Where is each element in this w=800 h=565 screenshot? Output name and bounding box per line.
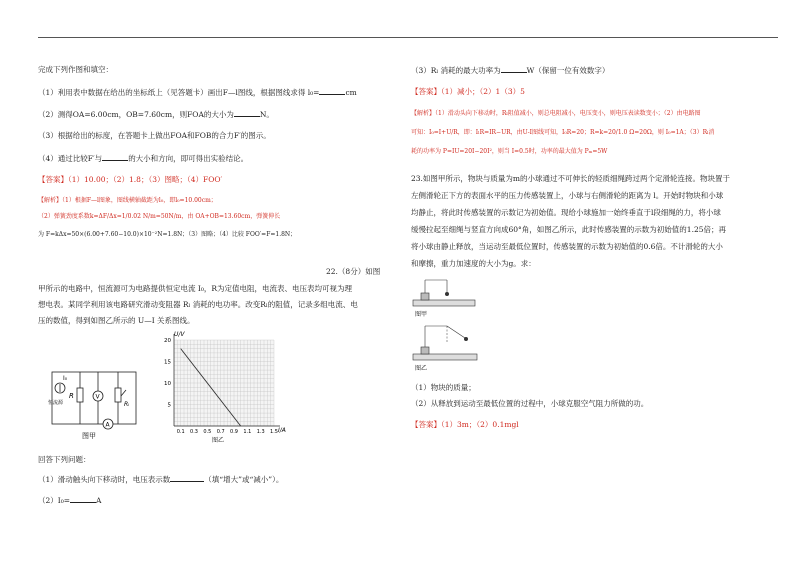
analysis-22-line3: 耗的功率为 P=IU=20I−20I²，则当 I=0.5时，功率的最大值为 Pₘ=5W — [411, 148, 608, 155]
q23-line1: 23.如图甲所示，物块与质量为m的小球通过不可伸长的轻质细绳跨过两个定滑轮连接。物块置于 — [411, 174, 731, 183]
sub1-text: （1）滑动触头向下移动时，电压表示数 — [38, 475, 171, 484]
q23-sub2: （2）从释放到运动至最低位置的过程中，小球克服空气阻力所做的功。 — [411, 399, 649, 408]
q22-line3: 压的数值，得到如图乙所示的 U—I 关系图线。 — [38, 316, 195, 325]
circuit-diagram — [46, 360, 142, 440]
q22-heading: 22.（8分）如图 — [326, 267, 381, 276]
v-label: V — [95, 393, 100, 401]
q22-line2: 想电表。某同学利用该电路研究滑动变阻器 Rₗ 消耗的电功率。改变Rₗ的阻值，记录多组电流、电 — [38, 300, 358, 309]
x-tick-label: 0.5 — [203, 429, 212, 435]
a-label: A — [105, 421, 110, 429]
base-platform-b — [413, 354, 477, 360]
q1-answer-blank[interactable] — [319, 86, 345, 95]
q23-line6: 和摩擦，重力加速度的大小为g。求： — [411, 259, 536, 268]
q23-line3: 均静止，将此时传感装置的示数记为初始值。现给小球施加一始终垂直于l段细绳的力，将小球 — [411, 208, 721, 217]
answer-21: 【答案】（1）10.00；（2）1.8；（3）图略；（4）FOO′ — [38, 175, 223, 184]
slider-arrow — [121, 390, 126, 396]
source-label: I₀ — [63, 375, 68, 382]
sub1-answer-blank[interactable] — [170, 473, 204, 482]
figure-b-caption: 图乙 — [415, 365, 428, 372]
q4-answer-blank[interactable] — [102, 152, 128, 161]
circuit-caption: 图甲 — [82, 432, 96, 440]
analysis-21-line2: （2）弹簧劲度系数k=ΔF/Δx=1/0.02 N/m=50N/m，由 OA+OB=13.60cm，弹簧伸长 — [38, 213, 281, 220]
sub1-tail: （填“增大”或“减小”）。 — [204, 475, 284, 484]
ball-b-icon — [464, 337, 468, 341]
analysis-21-line1: 【解析】（1）根据F—l图象，图线横轴截距为l₀，即l₀=10.00cm； — [38, 197, 217, 204]
y-tick-label: 10 — [164, 381, 171, 387]
answer-questions-heading: 回答下列问题： — [38, 455, 91, 464]
x-tick-label: 0.9 — [230, 429, 238, 435]
figure-b-pulley — [411, 322, 501, 376]
q22-sub3-blank[interactable] — [501, 64, 527, 73]
x-tick-label: 0.7 — [216, 429, 225, 435]
y-tick-label: 5 — [167, 402, 171, 409]
q2-text: （2）测得OA=6.00cm，OB=7.60cm，则FOA的大小为 — [38, 110, 234, 119]
x-tick-label: 1.1 — [243, 429, 252, 435]
rope-b-angled — [447, 326, 465, 338]
rl-label: Rₗ — [124, 401, 130, 408]
u-i-graph — [152, 328, 292, 444]
sub-question-1 — [38, 473, 283, 485]
q1-text: （1）利用表中数据在给出的坐标纸上（见答题卡）画出F—l图线，根据图线求得 l₀= — [38, 88, 320, 97]
source-name: 恒流源 — [48, 400, 64, 406]
block-icon — [421, 293, 429, 300]
x-tick-label: 0.3 — [190, 429, 198, 435]
rheostat-rl-icon — [115, 388, 121, 402]
analysis-22-line1: 【解析】（1）滑动头向下移动时，Rₗ阻值减小，则总电阻减小，电压变小，则电压表读数变小；（2）由电路图 — [411, 110, 701, 117]
q4-text: （4）通过比较F′与 — [38, 154, 103, 163]
q23-line5: 将小球由静止释放，当运动至最低位置时，传感装置的示数为初始值的0.6倍。不计滑轮的大小 — [411, 242, 723, 251]
q22-line1: 甲所示的电路中，恒流源可为电路提供恒定电流 I₀，R为定值电阻，电流表、电压表均可视为理 — [38, 284, 352, 293]
r-label: R — [69, 392, 74, 400]
q1-unit: cm — [345, 88, 357, 97]
question-1 — [38, 86, 357, 98]
y-tick-label: 20 — [164, 338, 171, 344]
x-axis-label: I/A — [278, 427, 286, 434]
q2-unit: N。 — [259, 110, 274, 119]
answer-22: 【答案】（1）减小；（2）1（3）5 — [411, 87, 525, 96]
q22-sub3-text: （3）Rₗ 消耗的最大功率为 — [411, 66, 501, 75]
sub-question-2 — [38, 494, 101, 506]
q23-line2: 左侧滑轮正下方的表面水平的压力传感装置上，小球与右侧滑轮的距离为 l。开始时物块和小球 — [411, 191, 724, 200]
q22-sub3-tail: W（保留一位有效数字） — [526, 66, 610, 75]
figure-a-pulley — [411, 276, 481, 320]
question-2 — [38, 108, 274, 120]
y-tick-label: 15 — [164, 359, 171, 366]
intro-text: 完成下列作图和填空： — [38, 65, 113, 74]
y-axis-label: U/V — [174, 331, 185, 338]
x-tick-label: 0.1 — [176, 429, 185, 435]
q23-line4: 缓慢拉起至细绳与竖直方向成60°角，如图乙所示，此时传感装置的示数为初始值的1.25倍；再 — [411, 225, 726, 234]
analysis-21-line3: 为 F=kΔx=50×(6.00+7.60−10.0)×10⁻²N=1.8N；（3）图略；（4）比较 FOO′=F=1.8N； — [38, 231, 297, 238]
sub2-text: （2）I₀= — [38, 496, 71, 505]
header-rule — [38, 37, 778, 38]
figure-a-caption: 图甲 — [415, 311, 428, 318]
graph-caption: 图乙 — [212, 437, 225, 444]
analysis-22-line2: 可知：I₀=I+U/R，即：IₗR=IR−UR，由U-I图线可知，I₀R=20；R=k=20/1.0 Ω=20Ω，则 I₀=1A；（3）Rₗ消 — [411, 129, 715, 136]
x-tick-label: 1.3 — [256, 429, 265, 435]
ball-icon — [445, 292, 449, 296]
x-tick-label: 1.5 — [270, 429, 278, 435]
resistor-r-icon — [77, 388, 83, 402]
question-3: （3）根据给出的标度，在答题卡上做出FOA和FOB的合力F′的图示。 — [38, 131, 271, 140]
q4-tail: 的大小和方向，即可得出实验结论。 — [128, 154, 249, 163]
q23-sub1: （1）物块的质量； — [411, 383, 476, 392]
q2-answer-blank[interactable] — [234, 108, 260, 117]
block-b-icon — [421, 347, 429, 354]
q22-sub3 — [411, 64, 609, 76]
base-platform — [413, 300, 475, 306]
answer-23: 【答案】（1）3m；（2）0.1mgl — [411, 420, 519, 429]
sub2-answer-blank[interactable] — [70, 494, 96, 503]
question-4 — [38, 152, 248, 164]
sub2-unit: A — [96, 496, 102, 505]
